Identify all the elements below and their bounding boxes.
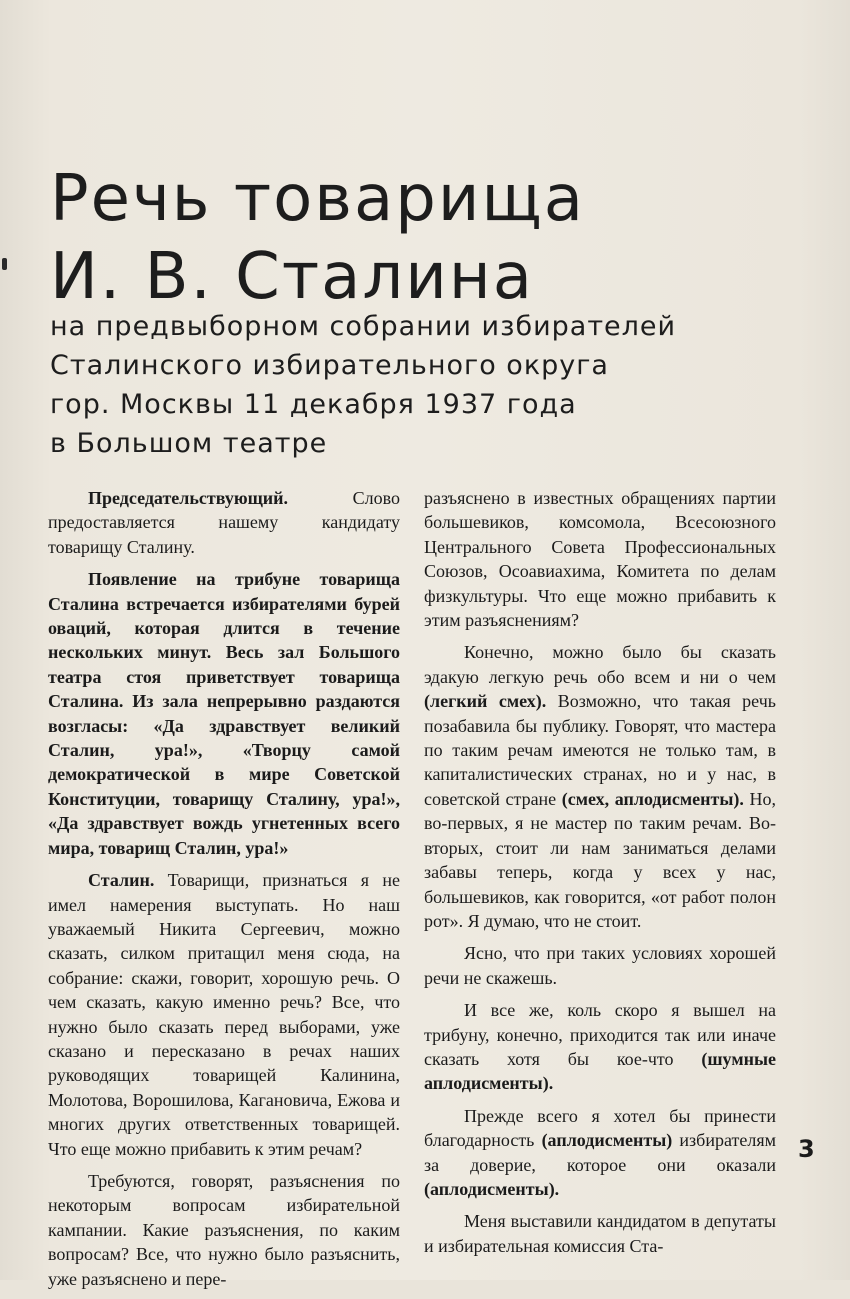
paragraph: [48, 567, 400, 860]
title-line-2: И. В. Сталина: [50, 240, 534, 314]
paragraph: [424, 1209, 776, 1258]
subtitle-line-2: Сталинского избирательного округа: [50, 350, 609, 381]
left-column: [48, 486, 400, 1299]
paragraph-text: Товарищи, признаться я не имел намерения выступать. Но наш уважаемый Никита Сергеевич, можно сказать, силком притащил меня сюда, на собрание: скажи, говорит, хорошую речь. О чем сказать, какую именно речь? Все, что нужно было сказать перед выборами, уже сказано и пересказано в речах наших руководящих товарищей Калинина, Молотова, Ворошилова, Кагановича, Ежова и многих других ответственных товарищей. Что еще можно прибавить к этим речам?: [48, 870, 400, 1159]
paragraph: [48, 868, 400, 1161]
stage-direction: (шумные аплодисменты).: [424, 1048, 776, 1094]
paragraph-text: Прежде всего я хотел бы принести благодарность: [424, 1105, 776, 1151]
margin-mark: [2, 258, 7, 270]
paragraph: [424, 941, 776, 990]
subtitle-line-3: гор. Москвы 11 декабря 1937 года: [50, 389, 577, 420]
paragraph: [424, 998, 776, 1096]
paragraph-text: Меня выставили кандидатом в депутаты и избирательная комиссия Ста-: [424, 1211, 776, 1256]
speaker-label: Председательствующий.: [88, 488, 289, 508]
paragraph: [48, 1169, 400, 1291]
paragraph-text: Слово предоставляется нашему кандидату товарищу Сталину.: [48, 488, 400, 557]
paragraph-text: избирателям за доверие, которое они оказали: [424, 1130, 776, 1175]
page-subtitle: [50, 307, 770, 463]
paragraph: [424, 1104, 776, 1202]
paragraph-text: Но, во-первых, я не мастер по таким речам. Во-вторых, стоит ли нам заниматься делами забавы теперь, когда у всех у нас, большевиков, как говорится, «от работ полон рот». Я думаю, что не стоит.: [424, 788, 776, 931]
subtitle-line-1: на предвыборном собрании избирателей: [50, 311, 677, 342]
subtitle-line-4: в Большом театре: [50, 428, 328, 459]
paragraph: [424, 486, 776, 632]
paragraph-text: Требуются, говорят, разъяснения по некоторым вопросам избирательной кампании. Какие разъяснения, по каким вопросам? Все, что нужно было разъяснить, уже разъяснено и пере-: [48, 1170, 400, 1289]
stage-direction: (аплодисменты).: [424, 1178, 560, 1199]
page-number: 3: [798, 1135, 815, 1163]
paragraph-text: Конечно, можно было бы сказать эдакую легкую речь обо всем и ни о чем: [424, 642, 776, 687]
stage-direction: (легкий смех).: [424, 691, 547, 712]
stage-direction: Появление на трибуне товарища Сталина встречается избирателями бурей оваций, которая длится в течение нескольких минут. Весь зал Большого театра стоя приветствует товарища Сталина. Из зала непрерывно раздаются возгласы: «Да здравствует великий Сталин, ура!», «Творцу самой демократической в мире Советской Конституции, товарищу Сталину, ура!», «Да здравствует вождь угнетенных всего мира, товарищ Сталин, ура!»: [48, 569, 400, 858]
right-column: [424, 486, 776, 1266]
paragraph-text: И все же, коль скоро я вышел на трибуну, конечно, приходится так или иначе сказать хотя бы кое-что: [424, 1000, 776, 1069]
paragraph-text: Возможно, что такая речь позабавила бы публику. Говорят, что мастера по таким речам имеются не только там, в капиталистических странах, но и у нас, в советской стране: [424, 691, 776, 809]
paragraph-text: разъяснено в известных обращениях партии большевиков, комсомола, Всесоюзного Центрального Совета Профессиональных Союзов, Осоавиахима, Комитета по делам физкультуры. Что еще можно прибавить к этим разъяснениям?: [424, 488, 776, 631]
paragraph: [424, 640, 776, 933]
stage-direction: (смех, аплодисменты).: [561, 788, 744, 809]
title-line-1: Речь товарища: [50, 162, 585, 236]
paragraph-text: Ясно, что при таких условиях хорошей речи не скажешь.: [424, 943, 776, 988]
page-title: [50, 160, 770, 316]
paragraph: [48, 486, 400, 559]
speaker-label: Сталин.: [88, 870, 155, 891]
stage-direction: (аплодисменты): [541, 1130, 673, 1151]
